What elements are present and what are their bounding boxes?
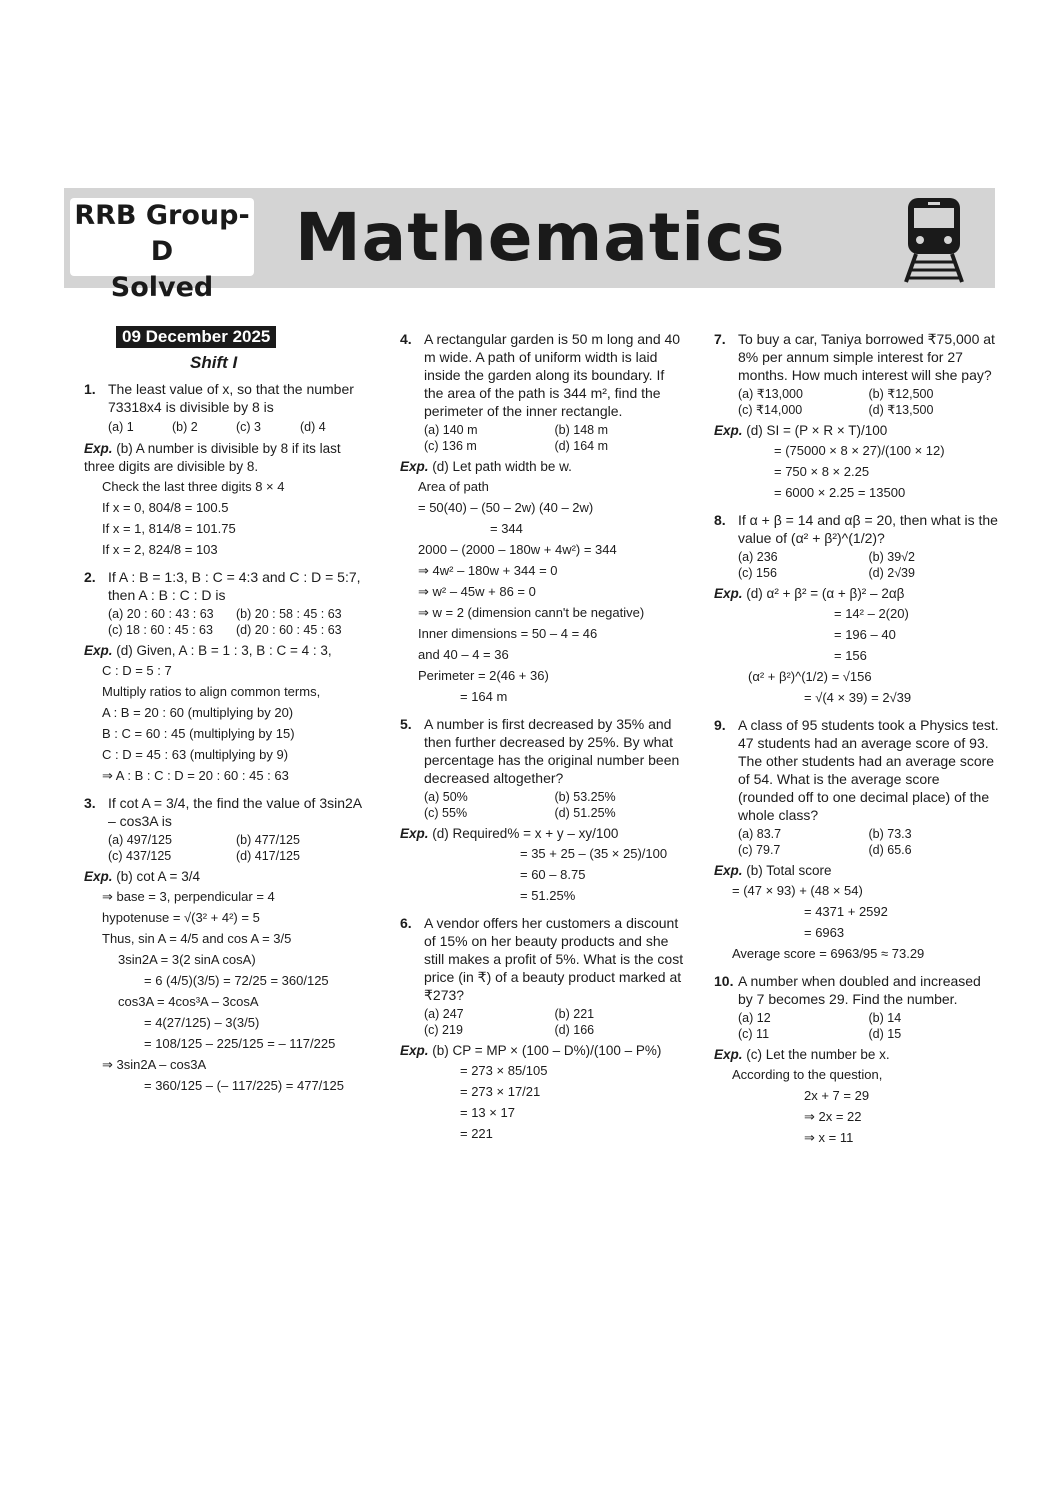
exp-line: = (47 × 93) + (48 × 54) bbox=[732, 883, 863, 898]
exp-label: Exp. bbox=[400, 459, 429, 474]
exp-line: (d) Let path width be w. bbox=[432, 459, 572, 474]
option: (a) 247 bbox=[424, 1007, 464, 1021]
exp-line: Multiply ratios to align common terms, bbox=[102, 684, 321, 699]
option: (b) 20 : 58 : 45 : 63 bbox=[236, 607, 342, 621]
option: (b) 148 m bbox=[554, 423, 608, 437]
exp-line: Thus, sin A = 4/5 and cos A = 3/5 bbox=[102, 931, 292, 946]
option: (c) 55% bbox=[424, 806, 468, 820]
exp-line: (α² + β²)^(1/2) = √156 bbox=[748, 669, 872, 684]
question-text: If cot A = 3/4, the find the value of 3sin2A – cos3A is bbox=[108, 795, 362, 829]
explanation bbox=[84, 440, 364, 560]
question-number: 8. bbox=[714, 512, 726, 528]
exp-line: ⇒ 3sin2A – cos3A bbox=[102, 1057, 207, 1072]
options bbox=[738, 549, 999, 581]
exp-line: ⇒ x = 11 bbox=[804, 1130, 854, 1145]
page-title: Mathematics bbox=[295, 199, 786, 276]
option: (d) 164 m bbox=[554, 439, 608, 453]
option: (b) 14 bbox=[868, 1011, 902, 1025]
question-block bbox=[714, 716, 999, 964]
explanation bbox=[400, 458, 685, 707]
option: (c) 437/125 bbox=[108, 849, 172, 863]
question-block bbox=[84, 380, 364, 560]
exp-line: ⇒ A : B : C : D = 20 : 60 : 45 : 63 bbox=[102, 768, 289, 783]
badge-line-2: Solved bbox=[110, 272, 214, 303]
option: (d) 51.25% bbox=[554, 806, 616, 820]
question-block bbox=[400, 914, 685, 1144]
exp-line: 2x + 7 = 29 bbox=[804, 1088, 870, 1103]
option: (d) 166 bbox=[554, 1023, 595, 1037]
explanation bbox=[714, 585, 999, 708]
question-number: 2. bbox=[84, 569, 96, 585]
exp-line: (b) CP = MP × (100 – D%)/(100 – P%) bbox=[432, 1043, 662, 1058]
question-number: 6. bbox=[400, 915, 412, 931]
option: (a) ₹13,000 bbox=[738, 387, 803, 401]
exp-line: (d) SI = (P × R × T)/100 bbox=[746, 423, 888, 438]
exp-line: and 40 – 4 = 36 bbox=[418, 647, 509, 662]
exp-line: = (75000 × 8 × 27)/(100 × 12) bbox=[774, 443, 945, 458]
option: (b) 2 bbox=[172, 420, 198, 434]
options bbox=[108, 418, 364, 436]
exp-line: = 6 (4/5)(3/5) = 72/25 = 360/125 bbox=[144, 973, 329, 988]
option: (a) 50% bbox=[424, 790, 468, 804]
exp-line: If x = 0, 804/8 = 100.5 bbox=[102, 500, 229, 515]
option: (b) 221 bbox=[554, 1007, 595, 1021]
option: (a) 1 bbox=[108, 420, 134, 434]
question-number: 3. bbox=[84, 795, 96, 811]
option: (b) 73.3 bbox=[868, 827, 912, 841]
column-1 bbox=[84, 326, 364, 1096]
explanation bbox=[714, 422, 999, 503]
book-badge bbox=[70, 198, 254, 303]
exp-line: 3sin2A = 3(2 sinA cosA) bbox=[118, 952, 256, 967]
column-3 bbox=[714, 326, 999, 1148]
exp-line: Check the last three digits 8 × 4 bbox=[102, 479, 285, 494]
exp-line: = 35 + 25 – (35 × 25)/100 bbox=[520, 846, 668, 861]
option: (a) 20 : 60 : 43 : 63 bbox=[108, 607, 214, 621]
explanation bbox=[714, 1046, 999, 1148]
exp-line: ⇒ 2x = 22 bbox=[804, 1109, 862, 1124]
exp-line: C : D = 5 : 7 bbox=[102, 663, 172, 678]
exp-line: = √(4 × 39) = 2√39 bbox=[804, 690, 912, 705]
option: (d) 2√39 bbox=[868, 566, 915, 580]
page-header bbox=[64, 188, 995, 303]
option: (b) 477/125 bbox=[236, 833, 300, 847]
exp-line: Perimeter = 2(46 + 36) bbox=[418, 668, 549, 683]
question-text: A number is first decreased by 35% and then further decreased by 25%. By what percentage has the original number been decreased altogether? bbox=[424, 716, 680, 786]
exp-line: (d) Given, A : B = 1 : 3, B : C = 4 : 3, bbox=[116, 643, 332, 658]
option: (d) 20 : 60 : 45 : 63 bbox=[236, 623, 342, 637]
exp-line: = 221 bbox=[460, 1126, 493, 1141]
question-number: 1. bbox=[84, 381, 96, 397]
exp-line: If x = 2, 824/8 = 103 bbox=[102, 542, 218, 557]
question-block bbox=[84, 794, 364, 1096]
exp-label: Exp. bbox=[714, 586, 743, 601]
exp-line: = 13 × 17 bbox=[460, 1105, 515, 1120]
exp-label: Exp. bbox=[400, 1043, 429, 1058]
option: (b) 39√2 bbox=[868, 550, 915, 564]
exp-line: ⇒ w² – 45w + 86 = 0 bbox=[418, 584, 536, 599]
exp-line: Inner dimensions = 50 – 4 = 46 bbox=[418, 626, 598, 641]
question-block bbox=[400, 715, 685, 906]
exp-line: (b) A number is divisible by 8 if its last three digits are divisible by 8. bbox=[84, 441, 341, 474]
badge-line-1: RRB Group-D bbox=[74, 200, 250, 267]
question-text: To buy a car, Taniya borrowed ₹75,000 at 8% per annum simple interest for 27 months. How much interest will she pay? bbox=[738, 331, 995, 383]
option: (d) 65.6 bbox=[868, 843, 912, 857]
exp-line: Area of path bbox=[418, 479, 489, 494]
option: (d) ₹13,500 bbox=[868, 403, 934, 417]
exp-line: cos3A = 4cos³A – 3cosA bbox=[118, 994, 259, 1009]
exp-line: = 51.25% bbox=[520, 888, 576, 903]
option: (c) 79.7 bbox=[738, 843, 781, 857]
question-number: 7. bbox=[714, 331, 726, 347]
option: (c) 156 bbox=[738, 566, 777, 580]
exp-line: According to the question, bbox=[732, 1067, 883, 1082]
options bbox=[108, 832, 364, 864]
section-shift: Shift I bbox=[190, 353, 238, 372]
exp-label: Exp. bbox=[714, 1047, 743, 1062]
option: (c) 18 : 60 : 45 : 63 bbox=[108, 623, 213, 637]
question-block bbox=[84, 568, 364, 786]
exp-label: Exp. bbox=[400, 826, 429, 841]
option: (c) 11 bbox=[738, 1027, 770, 1041]
exp-line: = 4371 + 2592 bbox=[804, 904, 888, 919]
option: (b) 53.25% bbox=[554, 790, 616, 804]
question-block bbox=[714, 511, 999, 708]
question-text: A number when doubled and increased by 7 becomes 29. Find the number. bbox=[738, 973, 981, 1007]
exp-line: Average score = 6963/95 ≈ 73.29 bbox=[732, 946, 925, 961]
exp-line: = 750 × 8 × 2.25 bbox=[774, 464, 870, 479]
question-number: 5. bbox=[400, 716, 412, 732]
exp-label: Exp. bbox=[84, 869, 113, 884]
question-text: A rectangular garden is 50 m long and 40 m wide. A path of uniform width is laid inside the garden along its boundary. If the area of the path is 344 m², find the perimeter of the inner rectangle. bbox=[424, 331, 681, 419]
question-text: A class of 95 students took a Physics test. 47 students had an average score of 93. The other students had an average score of 54. What is the average score (rounded off to one decimal place) of the whole class? bbox=[738, 717, 999, 823]
question-text: If α + β = 14 and αβ = 20, then what is the value of (α² + β²)^(1/2)? bbox=[738, 512, 998, 546]
exp-line: If x = 1, 814/8 = 101.75 bbox=[102, 521, 236, 536]
exp-line: hypotenuse = √(3² + 4²) = 5 bbox=[102, 910, 260, 925]
option: (d) 417/125 bbox=[236, 849, 300, 863]
option: (b) ₹12,500 bbox=[868, 387, 934, 401]
exp-line: = 156 bbox=[834, 648, 867, 663]
option: (c) 219 bbox=[424, 1023, 463, 1037]
column-2 bbox=[400, 326, 685, 1144]
options bbox=[424, 422, 685, 454]
options bbox=[738, 1010, 999, 1042]
options bbox=[738, 826, 999, 858]
option: (a) 497/125 bbox=[108, 833, 172, 847]
exp-line: ⇒ w = 2 (dimension cann't be negative) bbox=[418, 605, 645, 620]
exp-line: 2000 – (2000 – 180w + 4w²) = 344 bbox=[418, 542, 617, 557]
option: (d) 15 bbox=[868, 1027, 902, 1041]
exp-label: Exp. bbox=[714, 863, 743, 878]
exp-label: Exp. bbox=[84, 441, 113, 456]
exp-line: B : C = 60 : 45 (multiplying by 15) bbox=[102, 726, 295, 741]
exp-line: = 360/125 – (– 117/225) = 477/125 bbox=[144, 1078, 344, 1093]
exp-line: = 196 – 40 bbox=[834, 627, 896, 642]
exp-line: = 4(27/125) – 3(3/5) bbox=[144, 1015, 260, 1030]
exp-line: = 60 – 8.75 bbox=[520, 867, 586, 882]
exp-line: (c) Let the number be x. bbox=[746, 1047, 890, 1062]
option: (a) 140 m bbox=[424, 423, 478, 437]
exp-label: Exp. bbox=[84, 643, 113, 658]
exp-line: C : D = 45 : 63 (multiplying by 9) bbox=[102, 747, 289, 762]
exp-line: ⇒ base = 3, perpendicular = 4 bbox=[102, 889, 275, 904]
exp-line: = 6000 × 2.25 = 13500 bbox=[774, 485, 906, 500]
question-number: 4. bbox=[400, 331, 412, 347]
explanation bbox=[400, 825, 685, 906]
exp-line: = 6963 bbox=[804, 925, 845, 940]
exp-line: = 273 × 17/21 bbox=[460, 1084, 541, 1099]
exp-line: ⇒ 4w² – 180w + 344 = 0 bbox=[418, 563, 558, 578]
options bbox=[108, 606, 364, 638]
options bbox=[738, 386, 999, 418]
option: (c) 136 m bbox=[424, 439, 477, 453]
question-number: 9. bbox=[714, 717, 726, 733]
exp-line: (b) Total score bbox=[746, 863, 832, 878]
exp-line: = 50(40) – (50 – 2w) (40 – 2w) bbox=[418, 500, 594, 515]
exp-line: (b) cot A = 3/4 bbox=[116, 869, 200, 884]
explanation bbox=[400, 1042, 685, 1144]
exp-line: (d) α² + β² = (α + β)² – 2αβ bbox=[746, 586, 905, 601]
question-text: If A : B = 1:3, B : C = 4:3 and C : D = 5:7, then A : B : C : D is bbox=[108, 569, 361, 603]
exp-line: = 14² – 2(20) bbox=[834, 606, 909, 621]
explanation bbox=[84, 868, 364, 1096]
option: (d) 4 bbox=[300, 420, 326, 434]
option: (a) 236 bbox=[738, 550, 778, 564]
exp-label: Exp. bbox=[714, 423, 743, 438]
exp-line: = 344 bbox=[490, 521, 523, 536]
explanation bbox=[714, 862, 999, 964]
exp-line: = 108/125 – 225/125 = – 117/225 bbox=[144, 1036, 336, 1051]
exp-line: = 164 m bbox=[460, 689, 508, 704]
options bbox=[424, 1006, 685, 1038]
question-block bbox=[714, 972, 999, 1148]
option: (c) ₹14,000 bbox=[738, 403, 803, 417]
explanation bbox=[84, 642, 364, 786]
option: (a) 83.7 bbox=[738, 827, 782, 841]
exp-line: A : B = 20 : 60 (multiplying by 20) bbox=[102, 705, 294, 720]
options bbox=[424, 789, 685, 821]
exp-line: = 273 × 85/105 bbox=[460, 1063, 548, 1078]
train-icon bbox=[902, 194, 966, 284]
option: (c) 3 bbox=[236, 420, 261, 434]
section-date: 09 December 2025 bbox=[116, 326, 276, 348]
question-text: The least value of x, so that the number 73318x4 is divisible by 8 is bbox=[108, 381, 354, 415]
question-block bbox=[714, 330, 999, 503]
option: (a) 12 bbox=[738, 1011, 771, 1025]
exp-line: (d) Required% = x + y – xy/100 bbox=[432, 826, 619, 841]
question-block bbox=[400, 330, 685, 707]
question-number: 10. bbox=[714, 973, 734, 989]
question-text: A vendor offers her customers a discount of 15% on her beauty products and she still makes a profit of 5%. What is the cost price (in ₹) of a beauty product marked at ₹273? bbox=[424, 915, 684, 1003]
